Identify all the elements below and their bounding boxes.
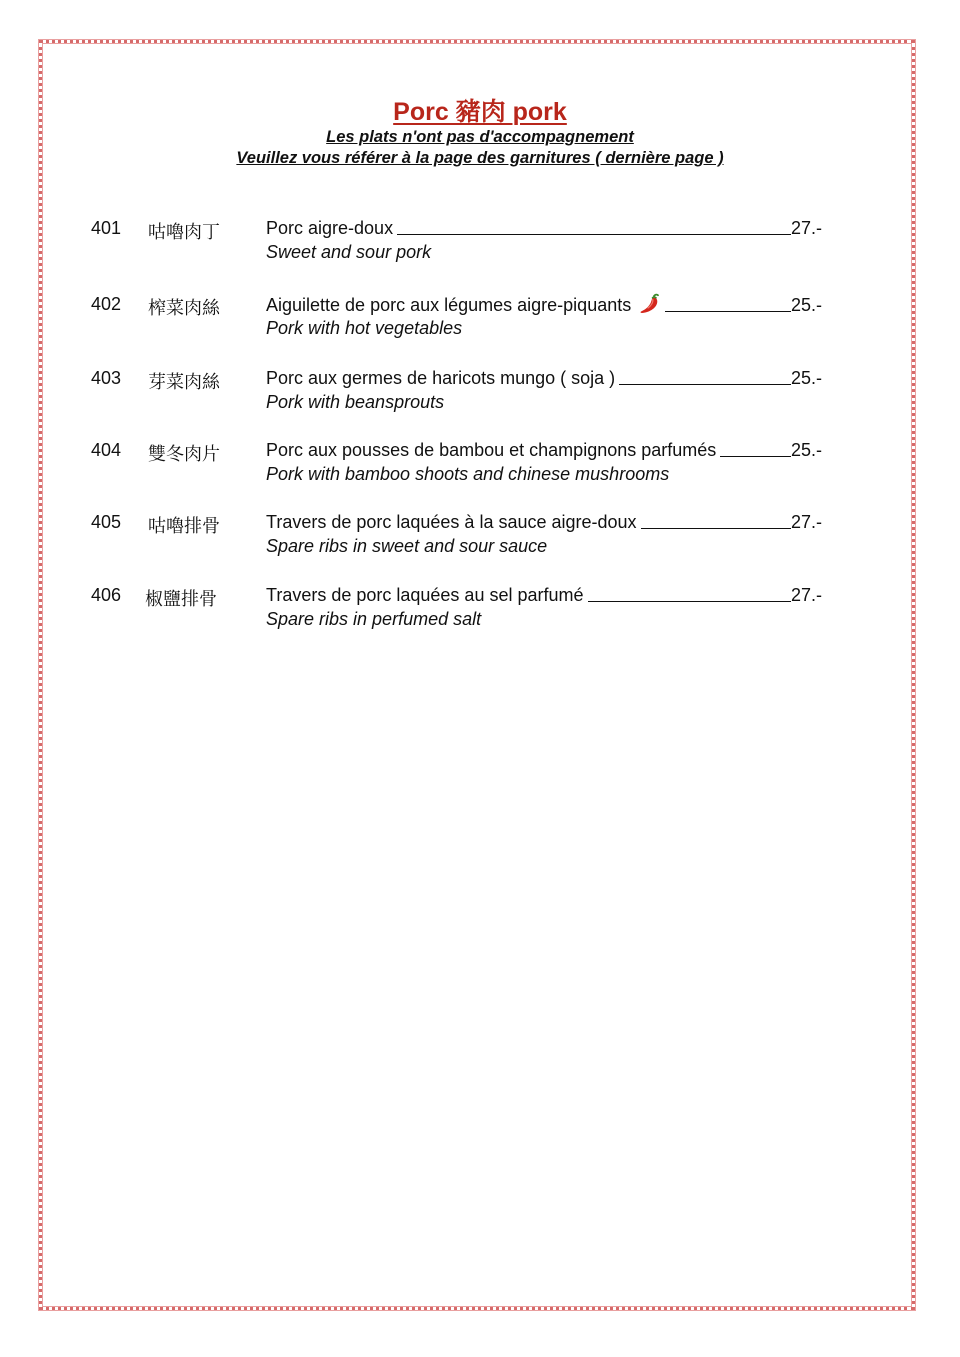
menu-item-402 xyxy=(0,294,960,354)
item-english-name: Pork with hot vegetables xyxy=(266,318,463,338)
item-number: 402 xyxy=(91,294,122,314)
price-leader-line xyxy=(619,384,791,385)
chili-pepper-icon xyxy=(637,293,661,315)
item-french-line xyxy=(266,512,822,533)
price-leader-line xyxy=(720,456,791,457)
menu-item-404 xyxy=(0,440,960,500)
menu-item-403 xyxy=(0,368,960,428)
price-leader-line xyxy=(588,601,791,602)
item-price: 25.- xyxy=(790,368,822,388)
item-french-name: Travers de porc laquées au sel parfumé xyxy=(266,585,584,605)
item-chinese-name: 雙冬肉片 xyxy=(148,444,220,465)
item-french-name: Porc aigre-doux xyxy=(266,218,394,238)
item-english-name: Spare ribs in perfumed salt xyxy=(266,609,482,629)
item-price: 25.- xyxy=(790,440,822,460)
item-english-name: Sweet and sour pork xyxy=(266,242,432,262)
menu-item-406 xyxy=(0,585,960,645)
item-number: 405 xyxy=(91,512,122,532)
item-french-name: Porc aux pousses de bambou et champignons parfumés xyxy=(266,440,717,460)
item-english-name: Spare ribs in sweet and sour sauce xyxy=(266,536,548,556)
item-french-line xyxy=(266,368,822,389)
item-french-name: Travers de porc laquées à la sauce aigre-doux xyxy=(266,512,637,532)
item-chinese-name: 榨菜肉絲 xyxy=(148,298,220,319)
price-leader-line xyxy=(397,234,791,235)
item-number: 401 xyxy=(91,218,122,238)
item-french-line xyxy=(266,294,822,316)
item-number: 403 xyxy=(91,368,122,388)
item-price: 27.- xyxy=(790,585,822,605)
subtitle-no-sides: Les plats n'ont pas d'accompagnement xyxy=(326,128,634,146)
item-french-line xyxy=(266,440,822,461)
item-price: 25.- xyxy=(790,295,822,315)
item-french-line xyxy=(266,585,822,606)
item-number: 404 xyxy=(91,440,122,460)
price-leader-line xyxy=(641,528,791,529)
item-price: 27.- xyxy=(790,218,822,238)
item-number: 406 xyxy=(91,585,122,605)
item-english-name: Pork with beansprouts xyxy=(266,392,445,412)
item-english-name: Pork with bamboo shoots and chinese mushrooms xyxy=(266,464,670,484)
menu-item-405 xyxy=(0,512,960,572)
subtitle-see-garnish-page: Veuillez vous référer à la page des garnitures ( dernière page ) xyxy=(236,149,724,167)
item-french-name: Porc aux germes de haricots mungo ( soja ) xyxy=(266,368,616,388)
item-french-line xyxy=(266,218,822,239)
item-french-name: Aiguilette de porc aux légumes aigre-piquants xyxy=(266,295,632,315)
page-title: Porc 豬肉 pork xyxy=(393,98,567,126)
item-chinese-name: 芽菜肉絲 xyxy=(148,372,220,393)
item-chinese-name: 咕嚕肉丁 xyxy=(148,222,220,243)
item-chinese-name: 椒鹽排骨 xyxy=(145,589,217,610)
menu-item-401 xyxy=(0,218,960,278)
item-price: 27.- xyxy=(790,512,822,532)
price-leader-line xyxy=(665,311,791,312)
item-chinese-name: 咕嚕排骨 xyxy=(148,516,220,537)
